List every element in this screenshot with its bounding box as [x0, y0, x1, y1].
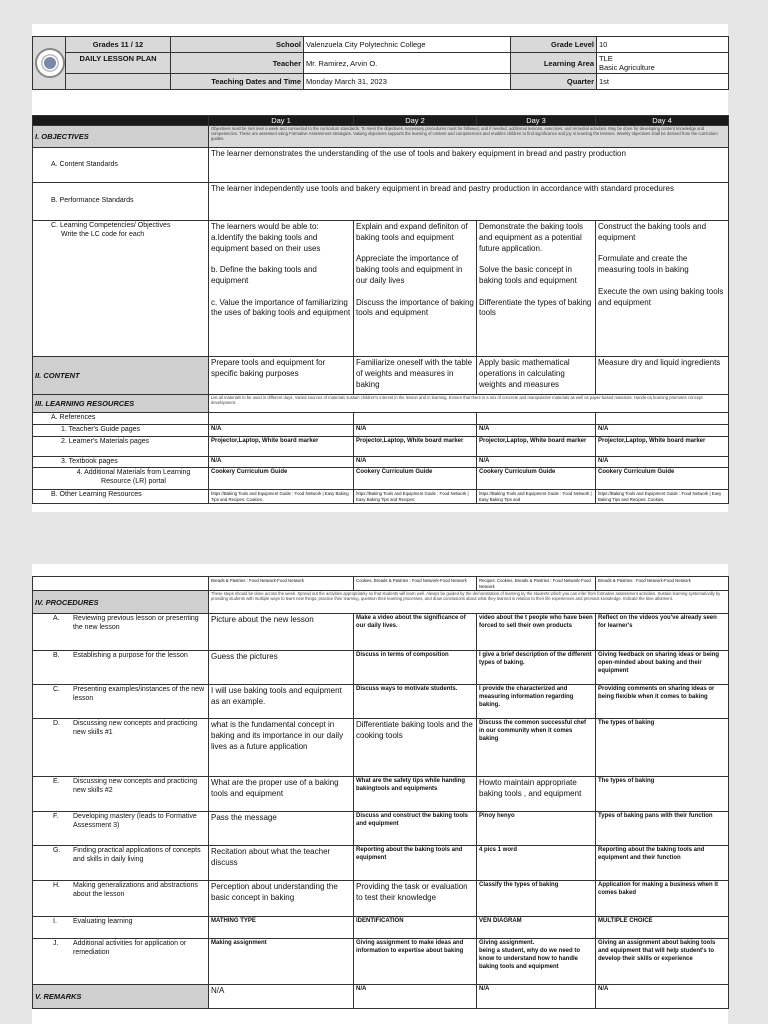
procedure-cell: Perception about understanding the basic concept in baking [209, 881, 354, 917]
teachers-guide-label: 1. Teacher's Guide pages [33, 424, 209, 436]
procedure-cell: Reflect on the videos you've already seen for learner's [596, 614, 729, 651]
deped-seal-logo [35, 48, 65, 78]
other-resources-label: B. Other Learning Resources [33, 490, 209, 504]
teacher-label: Teacher [171, 53, 304, 74]
lesson-plan-page-2 [32, 564, 728, 1024]
content-day4: Measure dry and liquid ingredients [596, 357, 729, 395]
procedure-cell: Application for making a business when it comes baked [596, 881, 729, 917]
resource-cell: N/A [477, 456, 596, 468]
procedure-cell: what is the fundamental concept in baking and its importance in our daily lives as a future application [209, 719, 354, 777]
day-header: Day 3 [477, 116, 596, 126]
resource-cell: N/A [209, 424, 354, 436]
content-title: II. CONTENT [33, 357, 209, 395]
dates-value: Monday March 31, 2023 [304, 74, 511, 90]
performance-standards-value: The learner independently use tools and bakery equipment in bread and pastry production in accordance with standard procedures [209, 183, 729, 221]
lesson-table-2 [32, 576, 729, 1009]
procedure-cell: Making assignment [209, 939, 354, 985]
procedure-cell: Discuss in terms of composition [354, 651, 477, 685]
procedure-cell: IDENTIFICATION [354, 917, 477, 939]
procedure-cell: Picture about the new lesson [209, 614, 354, 651]
resources-note: List all materials to be used in different days. Varied sources of materials sustain children's interest in the lesson and in learning. Ensure that there is a mix of concrete and manipulative materials as well as paper-based materials. Hands-on learning promotes concept development. [209, 395, 729, 413]
procedure-cell: Differentiate baking tools and the cooking tools [354, 719, 477, 777]
procedure-cell: 4 pics 1 word [477, 846, 596, 881]
procedure-label: B. Establishing a purpose for the lesson [33, 651, 209, 685]
procedure-cell: I give a brief description of the different types of baking. [477, 651, 596, 685]
procedure-cell: Guess the pictures [209, 651, 354, 685]
resource-cell: Projector,Laptop, White board marker [477, 436, 596, 456]
procedure-label: H. Making generalizations and abstractions about the lesson [33, 881, 209, 917]
procedure-label: I. Evaluating learning [33, 917, 209, 939]
procedures-rows [33, 614, 729, 985]
procedure-label: A. Reviewing previous lesson or presenting the new lesson [33, 614, 209, 651]
resource-cell: N/A [354, 456, 477, 468]
procedure-cell: Discuss the common successful chef in our community when it comes baking [477, 719, 596, 777]
other-resource-link: https://Baking Tools and Equipment Guide : Food Network | Easy Baking Tips and Recipes: Cookies, [209, 490, 354, 504]
procedure-cell: MATHING TYPE [209, 917, 354, 939]
performance-standards-label: B. Performance Standards [33, 183, 209, 221]
procedure-row [33, 939, 729, 985]
competency-day3: Demonstrate the baking tools and equipment as a potential future application. Solve the basic concept in baking tools and equipment Differentiate the types of baking tools [477, 221, 596, 357]
day-header: Day 4 [596, 116, 729, 126]
competencies-label: C. Learning Competencies/ Objectives Write the LC code for each [33, 221, 209, 357]
resource-cell: N/A [596, 456, 729, 468]
grade-level-value: 10 [597, 37, 729, 53]
procedure-row [33, 614, 729, 651]
procedure-cell: What are the safety tips while handing bakingtools and equipments [354, 777, 477, 812]
procedures-note: These steps should be done across the week. Spread out the activities appropriately so that students will learn well. Always be guided by the demonstration of learning by the students which you can infer from formative assessment activities. Sustain learning systematically by providing students with multiple ways to learn new things, practice their learning, question their learning processes, and draw conclusions about what they learned in relation to their life experiences and previous knowledge. Indicate the time allotment. [209, 591, 729, 614]
resource-cell: N/A [477, 424, 596, 436]
procedure-cell: Discuss and construct the baking tools and equipment [354, 812, 477, 846]
remarks-cell: N/A [477, 985, 596, 1009]
objectives-title: I. OBJECTIVES [33, 126, 209, 148]
procedure-cell: Reporting about the baking tools and equipment [354, 846, 477, 881]
procedure-cell: Types of baking pans with their function [596, 812, 729, 846]
textbook-label: 3. Textbook pages [33, 456, 209, 468]
plan-title: DAILY LESSON PLAN [66, 53, 171, 74]
procedure-cell: I will use baking tools and equipment as an example. [209, 685, 354, 719]
procedure-cell: Make a video about the significance of our daily lives. [354, 614, 477, 651]
procedure-cell: Discuss ways to motivate students. [354, 685, 477, 719]
procedure-row [33, 881, 729, 917]
procedure-cell: Howto maintain appropriate baking tools , and equipment [477, 777, 596, 812]
content-standards-label: A. Content Standards [33, 148, 209, 183]
procedures-title: IV. PROCEDURES [33, 591, 209, 614]
objectives-note: Objectives must be met over a week and connected to the curriculum standards. To meet the objectives, necessary procedures must be followed, and if needed, additional lessons, exercises, and remedial activities. May be done for developing content knowledge and competencies. These are assessed using Formative Assessment strategies. Valuing objectives supports the learning of content and competencies and enables children to find significance and joy in learning the lessons. Weekly objectives shall be derived from the curriculum guides. [209, 126, 729, 148]
procedure-cell: video about the t people who have been forced to sell their own products [477, 614, 596, 651]
quarter-label: Quarter [511, 74, 597, 90]
resource-cell: N/A [354, 424, 477, 436]
competency-day2: Explain and expand definiton of baking tools and equipment Appreciate the importance of baking tools and equipment in our daily lives Discuss the importance of baking tools and equipment [354, 221, 477, 357]
procedure-cell: Recitation about what the teacher discuss [209, 846, 354, 881]
procedure-row [33, 846, 729, 881]
resource-cell: N/A [596, 424, 729, 436]
procedure-row [33, 719, 729, 777]
resource-cell: Cookery Curriculum Guide [477, 468, 596, 490]
other-resource-link: https://Baking Tools and Equipment Guide : Food Network | Easy Baking Tips and [477, 490, 596, 504]
competency-day1: The learners would be able to: a.Identify the baking tools and equipment based on their uses b. Define the baking tools and equipment c. Value the importance of familiarizing the uses of baking tools and equipment [209, 221, 354, 357]
procedure-cell: Reporting about the baking tools and equipment and their function [596, 846, 729, 881]
procedure-cell: The types of baking [596, 719, 729, 777]
procedure-cell: Providing the task or evaluation to test their knowledge [354, 881, 477, 917]
resource-cell: Projector,Laptop, White board marker [209, 436, 354, 456]
procedure-label: D. Discussing new concepts and practicing new skills #1 [33, 719, 209, 777]
school-value: Valenzuela City Polytechnic College [304, 37, 511, 53]
learners-materials-label: 2. Learner's Materials pages [33, 436, 209, 456]
deped-seal-cell [33, 37, 66, 90]
resource-cell: Projector,Laptop, White board marker [354, 436, 477, 456]
procedure-row [33, 685, 729, 719]
procedure-label: G. Finding practical applications of concepts and skills in daily living [33, 846, 209, 881]
procedure-row [33, 651, 729, 685]
other-resource-link: https://Baking Tools and Equipment Guide : Food Network | Easy Baking Tips and Recipes: Cookies, [596, 490, 729, 504]
references-label: A. References [33, 413, 209, 425]
procedure-cell: Giving assignment. being a student, why do we need to know to understand how to handle baking tools and equipment [477, 939, 596, 985]
day-header: Day 2 [354, 116, 477, 126]
procedure-cell: MULTIPLE CHOICE [596, 917, 729, 939]
grade-level-label: Grade Level [511, 37, 597, 53]
procedure-cell: Providing comments on sharing ideas or being flexible when it comes to baking [596, 685, 729, 719]
resources-title: III. LEARNING RESOURCES [33, 395, 209, 413]
procedure-label: J. Additional activities for application or remediation [33, 939, 209, 985]
procedure-cell: Pinoy henyo [477, 812, 596, 846]
resource-cell: Projector,Laptop, White board marker [596, 436, 729, 456]
day-header: Day 1 [209, 116, 354, 126]
lesson-plan-page-1 [32, 24, 728, 512]
content-standards-value: The learner demonstrates the understanding of the use of tools and bakery equipment in bread and pastry production [209, 148, 729, 183]
resource-cell: Cookery Curriculum Guide [354, 468, 477, 490]
content-day3: Apply basic mathematical operations in calculating weights and measures [477, 357, 596, 395]
content-day1: Prepare tools and equipment for specific baking purposes [209, 357, 354, 395]
procedure-cell: Giving assignment to make ideas and information to expertise about baking [354, 939, 477, 985]
learning-area-label: Learning Area [511, 53, 597, 74]
resource-cell: Cookery Curriculum Guide [209, 468, 354, 490]
other-resource-link: https://Baking Tools and Equipment Guide : Food Network | Easy Baking Tips and Recipes: [354, 490, 477, 504]
remarks-cell: N/A [209, 985, 354, 1009]
lesson-table-1 [32, 115, 729, 504]
procedure-cell: Classify the types of baking [477, 881, 596, 917]
procedure-label: E. Discussing new concepts and practicing new skills #2 [33, 777, 209, 812]
teacher-value: Mr. Ramirez, Arvin O. [304, 53, 511, 74]
procedure-row [33, 777, 729, 812]
procedure-row [33, 917, 729, 939]
quarter-value: 1st [597, 74, 729, 90]
procedure-cell: VEN DIAGRAM [477, 917, 596, 939]
header-table [32, 36, 729, 90]
grades-label: Grades 11 / 12 [66, 37, 171, 53]
additional-materials-label: 4. Additional Materials from Learning Resource (LR) portal [33, 468, 209, 490]
procedure-row [33, 812, 729, 846]
procedure-cell: I provide the characterized and measuring information regarding baking. [477, 685, 596, 719]
resource-cell: Cookery Curriculum Guide [596, 468, 729, 490]
dates-label: Teaching Dates and Time [171, 74, 304, 90]
school-label: School [171, 37, 304, 53]
resource-cell: N/A [209, 456, 354, 468]
continued-resource-link: Recipes: Cookies, Breads & Pastries : Food Network-Food Network [477, 577, 596, 591]
procedure-label: C. Presenting examples/instances of the new lesson [33, 685, 209, 719]
procedure-label: F. Developing mastery (leads to Formative Assessment 3) [33, 812, 209, 846]
procedure-cell: Pass the message [209, 812, 354, 846]
continued-resource-link: Breads & Pastries : Food Network-Food Network [596, 577, 729, 591]
procedure-cell: What are the proper use of a baking tools and equipment [209, 777, 354, 812]
procedure-cell: The types of baking [596, 777, 729, 812]
remarks-title: V. REMARKS [33, 985, 209, 1009]
learning-area-value: TLE Basic Agriculture [597, 53, 729, 74]
procedure-cell: Giving an assignment about baking tools and equipment that will help student's to develop their skills or experience [596, 939, 729, 985]
competency-day4: Construct the baking tools and equipment Formulate and create the measuring tools in baking Execute the own using baking tools and equipment [596, 221, 729, 357]
procedure-cell: Giving feedback on sharing ideas or being open-minded about baking and their equipment [596, 651, 729, 685]
continued-resource-link: Breads & Pastries : Food Network-Food Network [209, 577, 354, 591]
remarks-cell: N/A [354, 985, 477, 1009]
remarks-cell: N/A [596, 985, 729, 1009]
continued-resource-link: Cookies, Breads & Pastries : Food Network-Food Network [354, 577, 477, 591]
content-day2: Familiarize oneself with the table of weights and measures in baking [354, 357, 477, 395]
